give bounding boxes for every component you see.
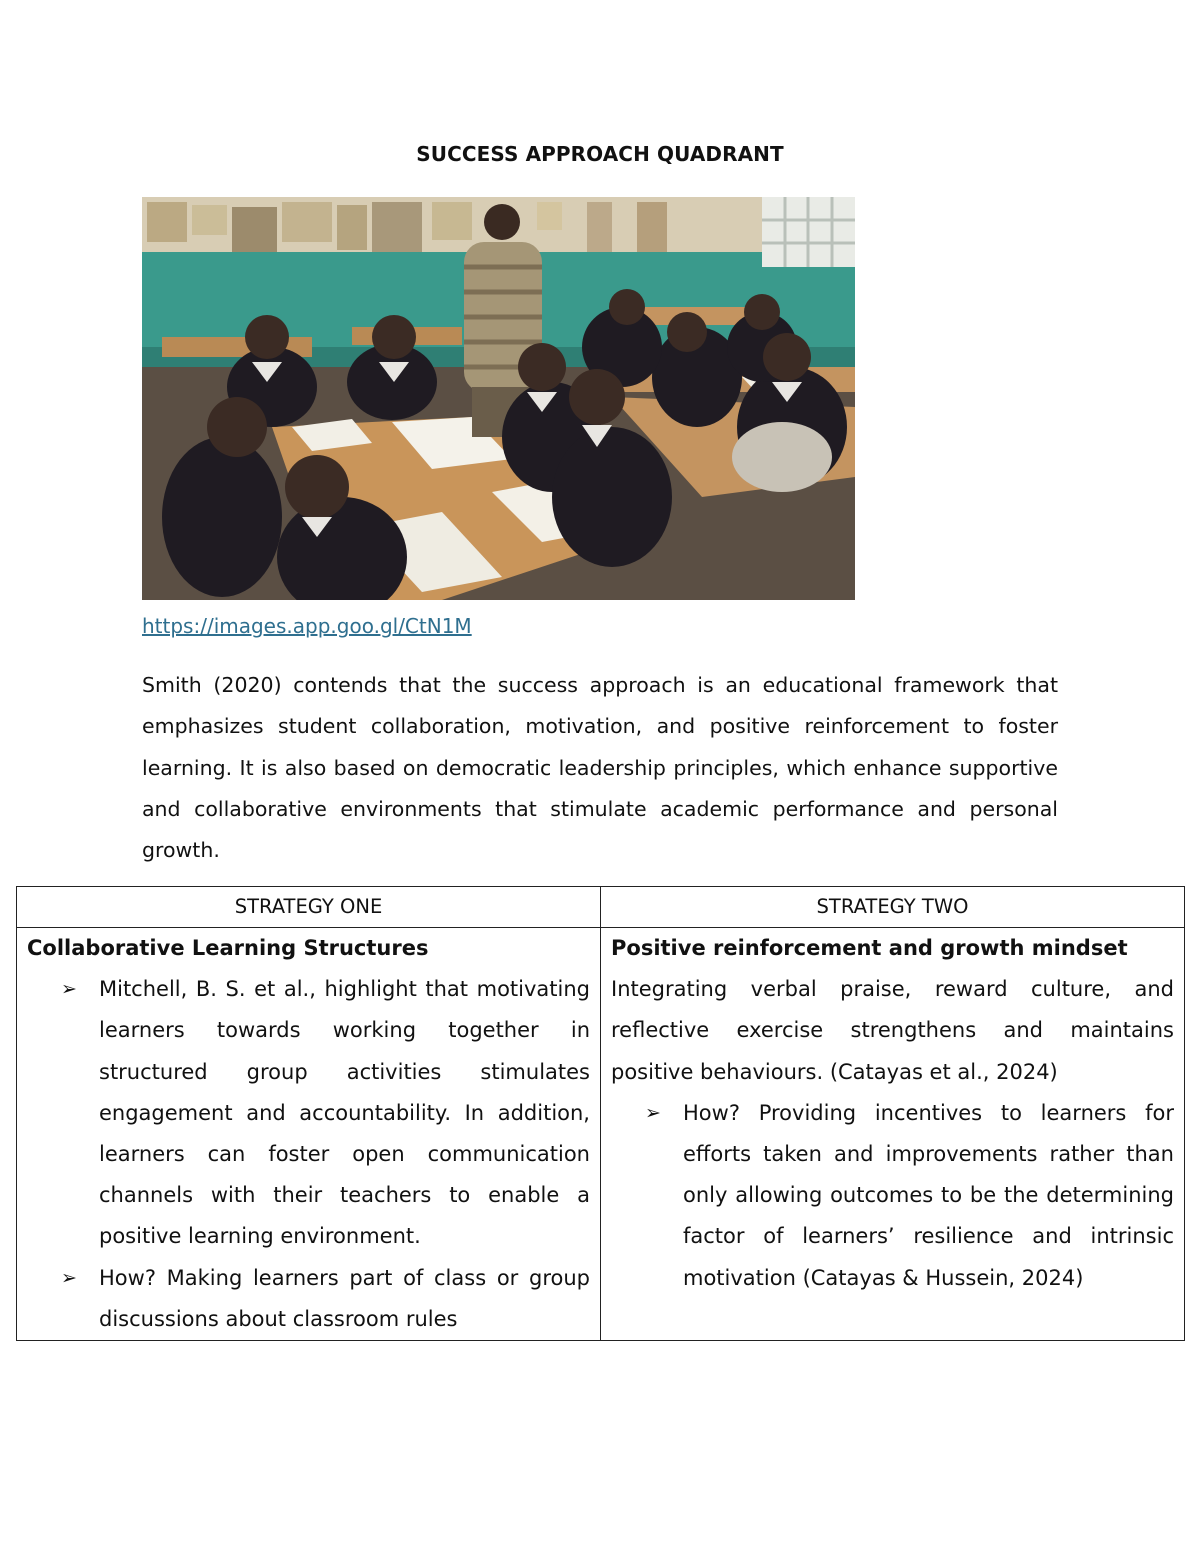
strategy-one-cell	[17, 928, 601, 1341]
page-title: SUCCESS APPROACH QUADRANT	[416, 142, 784, 166]
strategy-one-list	[27, 969, 590, 1340]
list-item-text: How? Making learners part of class or group discussions about classroom rules	[99, 1265, 590, 1331]
list-item-text: Mitchell, B. S. et al., highlight that motivating learners towards working together in structured group activities stimulates engagement and accountability. In addition, learners can foster open communication channels with their teachers to enable a positive learning environment.	[99, 977, 590, 1249]
list-item	[27, 1258, 590, 1340]
strategy-two-intro: Integrating verbal praise, reward culture, and reflective exercise strengthens and maintains positive behaviours. (Catayas et al., 2024)	[611, 977, 1174, 1084]
strategy-two-heading: Positive reinforcement and growth mindset	[611, 936, 1128, 960]
strategy-two-list	[611, 1093, 1174, 1299]
table-header-row	[17, 887, 1185, 928]
image-source-link[interactable]: https://images.app.goo.gl/CtN1M	[142, 614, 472, 638]
arrow-bullet-icon: ➢	[61, 978, 77, 1001]
list-item	[611, 1093, 1174, 1299]
intro-paragraph: Smith (2020) contends that the success approach is an educational framework that emphasizes student collaboration, motivation, and positive reinforcement to foster learning. It is also based on democratic leadership principles, which enhance supportive and collaborative environments that stimulate academic performance and personal growth.	[142, 673, 1058, 863]
strategy-table	[16, 886, 1185, 1341]
header-strategy-one: STRATEGY ONE	[17, 887, 601, 928]
arrow-bullet-icon: ➢	[61, 1266, 77, 1289]
arrow-bullet-icon: ➢	[645, 1101, 661, 1124]
table-row	[17, 928, 1185, 1341]
strategy-one-heading: Collaborative Learning Structures	[27, 936, 429, 960]
list-item	[27, 969, 590, 1257]
strategy-two-cell	[601, 928, 1185, 1341]
list-item-text: How? Providing incentives to learners for efforts taken and improvements rather than only allowing outcomes to be the determining factor of learners’ resilience and intrinsic motivation (Catayas & Hussein, 2024)	[683, 1100, 1174, 1290]
classroom-photo	[142, 197, 855, 600]
header-strategy-two: STRATEGY TWO	[601, 887, 1185, 928]
